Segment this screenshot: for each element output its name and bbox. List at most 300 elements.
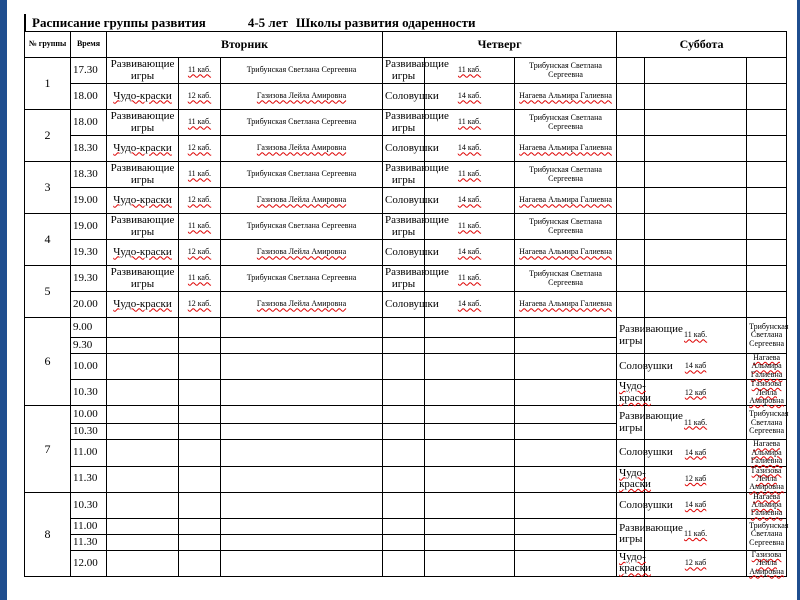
thursday-empty-cell — [383, 534, 425, 550]
tuesday-empty-cell — [107, 338, 179, 354]
tuesday-teacher-text: Газизова Лейла Амировна — [256, 247, 347, 257]
table-row — [25, 550, 787, 576]
thursday-teacher-text: Нагаева Альмира Галиевна — [519, 143, 612, 153]
thursday-empty-cell — [383, 406, 425, 424]
tuesday-empty-cell — [107, 406, 179, 424]
thursday-empty-cell — [515, 492, 617, 518]
table-row — [25, 214, 787, 240]
saturday-subject — [617, 466, 651, 492]
saturday-empty-cell — [617, 214, 645, 240]
group-number: 7 — [25, 406, 71, 492]
thursday-subject — [383, 109, 449, 136]
tuesday-empty-cell — [221, 550, 383, 576]
thursday-room-text: 11 каб. — [457, 221, 482, 231]
time-cell: 10.00 — [71, 354, 107, 380]
saturday-empty-cell — [645, 240, 747, 266]
thursday-subject-text: Соловушки — [385, 297, 439, 310]
tuesday-empty-cell — [221, 518, 383, 534]
tuesday-room-text: 11 каб. — [187, 273, 212, 283]
saturday-subject — [617, 406, 683, 440]
tuesday-subject-text: Чудо-краски — [113, 141, 172, 154]
saturday-subject-text: Соловушки — [619, 498, 673, 511]
group-number: 1 — [25, 58, 71, 110]
thursday-empty-cell — [425, 406, 515, 424]
tuesday-teacher — [221, 136, 383, 162]
saturday-teacher-text: Газизова Лейла Амировна — [749, 549, 784, 576]
thursday-subject — [383, 84, 439, 110]
saturday-room-text: 14 каб — [684, 500, 707, 510]
thursday-subject — [383, 265, 449, 292]
thursday-empty-cell — [515, 406, 617, 424]
thursday-teacher-text: Нагаева Альмира Галиевна — [519, 247, 612, 257]
table-row — [25, 492, 787, 518]
thursday-teacher-text: Трибунская Светлана Сергеевна — [529, 113, 602, 131]
time-cell: 9.30 — [71, 338, 107, 354]
saturday-teacher-text: Газизова Лейла Амировна — [749, 465, 784, 492]
time-cell: 18.30 — [71, 162, 107, 188]
saturday-empty-cell — [645, 214, 747, 240]
table-row — [25, 292, 787, 318]
tuesday-room — [179, 136, 221, 162]
thursday-empty-cell — [425, 466, 515, 492]
tuesday-subject-text: Развивающие игры — [110, 161, 175, 186]
time-cell: 11.30 — [71, 466, 107, 492]
thursday-room-text: 14 каб. — [457, 91, 482, 101]
tuesday-teacher-text: Газизова Лейла Амировна — [256, 91, 347, 101]
tuesday-teacher-text: Трибунская Светлана Сергеевна — [246, 65, 357, 75]
saturday-subject-text: Развивающие игры — [619, 521, 683, 546]
saturday-teacher — [747, 406, 787, 440]
tuesday-teacher — [221, 240, 383, 266]
tuesday-empty-cell — [107, 424, 179, 440]
saturday-empty-cell — [645, 162, 747, 188]
title-part-2: 4-5 лет — [247, 15, 288, 30]
saturday-empty-cell — [645, 58, 747, 84]
thursday-teacher-text: Трибунская Светлана Сергеевна — [529, 269, 602, 287]
tuesday-subject — [107, 110, 179, 136]
thursday-teacher-text: Нагаева Альмира Галиевна — [519, 195, 612, 205]
tuesday-subject-text: Чудо-краски — [113, 89, 172, 102]
saturday-empty-cell — [747, 84, 787, 110]
tuesday-subject-text: Чудо-краски — [113, 245, 172, 258]
schedule-table — [24, 31, 787, 577]
saturday-subject-text: Соловушки — [619, 446, 673, 459]
saturday-empty-cell — [645, 110, 747, 136]
table-row — [25, 136, 787, 162]
thursday-teacher — [515, 162, 617, 188]
saturday-room-text: 14 каб — [684, 447, 707, 457]
tuesday-empty-cell — [221, 440, 383, 466]
tuesday-empty-cell — [107, 380, 179, 406]
saturday-empty-cell — [747, 188, 787, 214]
saturday-teacher — [747, 354, 787, 380]
table-row — [25, 188, 787, 214]
header-time: Время — [71, 32, 107, 58]
time-cell: 19.30 — [71, 240, 107, 266]
thursday-empty-cell — [383, 550, 425, 576]
thursday-empty-cell — [515, 466, 617, 492]
time-cell: 19.30 — [71, 266, 107, 292]
saturday-room — [645, 466, 747, 492]
thursday-empty-cell — [425, 380, 515, 406]
thursday-subject — [383, 240, 439, 266]
thursday-subject-text: Соловушки — [385, 245, 439, 258]
saturday-empty-cell — [747, 136, 787, 162]
tuesday-teacher — [221, 162, 383, 188]
thursday-empty-cell — [383, 518, 425, 534]
saturday-empty-cell — [747, 240, 787, 266]
thursday-empty-cell — [383, 380, 425, 406]
saturday-empty-cell — [617, 162, 645, 188]
saturday-teacher-text: Трибунская Светлана Сергеевна — [749, 520, 789, 547]
tuesday-subject — [107, 58, 179, 84]
tuesday-empty-cell — [179, 380, 221, 406]
saturday-empty-cell — [747, 214, 787, 240]
tuesday-room-text: 12 каб. — [187, 91, 212, 101]
group-number: 4 — [25, 214, 71, 266]
tuesday-empty-cell — [107, 492, 179, 518]
saturday-teacher-text: Нагаева Альмира Галиевна — [750, 491, 783, 518]
thursday-subject-text: Развивающие игры — [385, 161, 449, 186]
tuesday-teacher-text: Газизова Лейла Амировна — [256, 143, 347, 153]
table-row — [25, 110, 787, 136]
tuesday-room — [179, 84, 221, 110]
thursday-room-text: 11 каб. — [457, 169, 482, 179]
saturday-empty-cell — [747, 58, 787, 84]
tuesday-empty-cell — [107, 354, 179, 380]
thursday-subject-text: Соловушки — [385, 193, 439, 206]
tuesday-room — [179, 266, 221, 292]
thursday-empty-cell — [425, 424, 515, 440]
tuesday-empty-cell — [221, 318, 383, 338]
tuesday-empty-cell — [179, 440, 221, 466]
thursday-subject-text: Развивающие игры — [385, 265, 449, 290]
tuesday-room — [179, 110, 221, 136]
thursday-room-text: 14 каб. — [457, 247, 482, 257]
tuesday-subject-text: Чудо-краски — [113, 193, 172, 206]
thursday-subject — [383, 188, 439, 214]
header-row — [25, 32, 787, 58]
tuesday-room — [179, 240, 221, 266]
tuesday-room-text: 11 каб. — [187, 65, 212, 75]
table-row — [25, 240, 787, 266]
tuesday-teacher-text: Трибунская Светлана Сергеевна — [246, 273, 357, 283]
time-cell: 17.30 — [71, 58, 107, 84]
saturday-room-text: 14 каб — [684, 361, 707, 371]
time-cell: 19.00 — [71, 214, 107, 240]
saturday-room — [645, 550, 747, 576]
tuesday-empty-cell — [221, 466, 383, 492]
tuesday-empty-cell — [179, 406, 221, 424]
tuesday-empty-cell — [179, 424, 221, 440]
thursday-empty-cell — [515, 338, 617, 354]
tuesday-subject — [107, 162, 179, 188]
time-cell: 11.30 — [71, 534, 107, 550]
time-cell: 10.30 — [71, 492, 107, 518]
thursday-empty-cell — [515, 518, 617, 534]
table-row — [25, 354, 787, 380]
tuesday-subject-text: Развивающие игры — [110, 213, 175, 238]
time-cell: 18.30 — [71, 136, 107, 162]
thursday-empty-cell — [425, 318, 515, 338]
tuesday-room — [179, 292, 221, 318]
saturday-empty-cell — [617, 240, 645, 266]
thursday-room-text: 11 каб. — [457, 117, 482, 127]
header-thursday: Четверг — [383, 32, 617, 58]
tuesday-room — [179, 214, 221, 240]
saturday-subject-text: Соловушки — [619, 359, 673, 372]
tuesday-subject — [107, 188, 179, 214]
saturday-empty-cell — [617, 110, 645, 136]
tuesday-empty-cell — [221, 492, 383, 518]
tuesday-teacher — [221, 110, 383, 136]
table-row — [25, 518, 787, 534]
table-row — [25, 380, 787, 406]
saturday-subject-text: Развивающие игры — [619, 322, 683, 347]
tuesday-empty-cell — [221, 380, 383, 406]
saturday-empty-cell — [617, 188, 645, 214]
thursday-teacher-text: Трибунская Светлана Сергеевна — [529, 217, 602, 235]
title-part-3: Школы развития одаренности — [295, 15, 476, 30]
thursday-teacher-text: Нагаева Альмира Галиевна — [519, 91, 612, 101]
saturday-teacher-text: Газизова Лейла Амировна — [749, 379, 784, 405]
thursday-teacher — [515, 188, 617, 214]
saturday-subject-text: Развивающие игры — [619, 410, 683, 434]
saturday-subject — [617, 318, 683, 354]
saturday-subject-text: Чудо-краски — [619, 550, 651, 575]
tuesday-room-text: 12 каб. — [187, 143, 212, 153]
time-cell: 18.00 — [71, 84, 107, 110]
saturday-subject — [617, 492, 673, 518]
saturday-teacher — [747, 550, 787, 576]
tuesday-room — [179, 162, 221, 188]
tuesday-teacher-text: Газизова Лейла Амировна — [256, 195, 347, 205]
thursday-teacher — [515, 136, 617, 162]
saturday-empty-cell — [747, 162, 787, 188]
tuesday-teacher — [221, 58, 383, 84]
saturday-teacher — [747, 380, 787, 406]
tuesday-empty-cell — [221, 406, 383, 424]
thursday-teacher — [515, 110, 617, 136]
saturday-empty-cell — [645, 136, 747, 162]
saturday-empty-cell — [645, 188, 747, 214]
saturday-subject — [617, 354, 673, 380]
tuesday-empty-cell — [107, 440, 179, 466]
thursday-empty-cell — [515, 380, 617, 406]
tuesday-empty-cell — [107, 518, 179, 534]
thursday-empty-cell — [425, 354, 515, 380]
tuesday-teacher — [221, 188, 383, 214]
saturday-teacher — [747, 466, 787, 492]
tuesday-room — [179, 188, 221, 214]
group-number: 5 — [25, 266, 71, 318]
saturday-teacher — [747, 518, 787, 550]
saturday-room-text: 12 каб — [684, 473, 707, 483]
tuesday-empty-cell — [179, 492, 221, 518]
thursday-teacher — [515, 266, 617, 292]
thursday-teacher-text: Трибунская Светлана Сергеевна — [529, 165, 602, 183]
tuesday-teacher — [221, 84, 383, 110]
tuesday-empty-cell — [179, 534, 221, 550]
tuesday-subject — [107, 292, 179, 318]
thursday-room-text: 11 каб. — [457, 65, 482, 75]
thursday-empty-cell — [383, 424, 425, 440]
tuesday-teacher-text: Трибунская Светлана Сергеевна — [246, 117, 357, 127]
saturday-teacher — [747, 492, 787, 518]
table-row — [25, 318, 787, 338]
saturday-empty-cell — [747, 110, 787, 136]
saturday-teacher-text: Нагаева Альмира Галиевна — [750, 439, 783, 466]
saturday-teacher-text: Трибунская Светлана Сергеевна — [749, 321, 789, 348]
group-number: 6 — [25, 318, 71, 406]
thursday-teacher — [515, 58, 617, 84]
thursday-empty-cell — [383, 466, 425, 492]
time-cell: 10.30 — [71, 380, 107, 406]
tuesday-empty-cell — [179, 354, 221, 380]
header-saturday: Суббота — [617, 32, 787, 58]
tuesday-empty-cell — [107, 534, 179, 550]
thursday-teacher — [515, 214, 617, 240]
tuesday-subject-text: Развивающие игры — [110, 265, 175, 290]
thursday-teacher-text: Трибунская Светлана Сергеевна — [529, 61, 602, 79]
tuesday-empty-cell — [107, 318, 179, 338]
thursday-subject — [383, 136, 439, 162]
tuesday-empty-cell — [221, 534, 383, 550]
thursday-empty-cell — [515, 354, 617, 380]
time-cell: 11.00 — [71, 518, 107, 534]
thursday-room-text: 14 каб. — [457, 299, 482, 309]
tuesday-empty-cell — [221, 424, 383, 440]
tuesday-empty-cell — [179, 318, 221, 338]
tuesday-teacher — [221, 266, 383, 292]
time-cell: 20.00 — [71, 292, 107, 318]
thursday-teacher — [515, 84, 617, 110]
table-row — [25, 162, 787, 188]
header-group: № группы — [25, 32, 71, 58]
tuesday-empty-cell — [179, 466, 221, 492]
thursday-room-text: 14 каб. — [457, 195, 482, 205]
document-page — [24, 14, 789, 577]
thursday-subject — [383, 57, 449, 84]
time-cell: 11.00 — [71, 440, 107, 466]
tuesday-subject-text: Чудо-краски — [113, 297, 172, 310]
table-row — [25, 406, 787, 424]
thursday-empty-cell — [515, 440, 617, 466]
saturday-subject — [617, 380, 651, 406]
thursday-subject-text: Соловушки — [385, 141, 439, 154]
thursday-subject-text: Развивающие игры — [385, 109, 449, 134]
table-row — [25, 266, 787, 292]
group-number: 8 — [25, 492, 71, 576]
tuesday-room — [179, 58, 221, 84]
title-part-1: Расписание группы развития — [32, 15, 206, 30]
tuesday-subject — [107, 240, 179, 266]
thursday-subject — [383, 213, 449, 240]
tuesday-room-text: 12 каб. — [187, 299, 212, 309]
saturday-subject — [617, 550, 651, 576]
header-tuesday: Вторник — [107, 32, 383, 58]
thursday-subject-text: Соловушки — [385, 89, 439, 102]
thursday-empty-cell — [425, 534, 515, 550]
tuesday-teacher-text: Трибунская Светлана Сергеевна — [246, 221, 357, 231]
table-row — [25, 84, 787, 110]
thursday-empty-cell — [425, 518, 515, 534]
thursday-room-text: 14 каб. — [457, 143, 482, 153]
time-cell: 10.00 — [71, 406, 107, 424]
saturday-empty-cell — [645, 266, 747, 292]
time-cell: 18.00 — [71, 110, 107, 136]
tuesday-subject — [107, 266, 179, 292]
saturday-empty-cell — [617, 266, 645, 292]
time-cell: 9.00 — [71, 318, 107, 338]
page-title — [24, 14, 786, 31]
thursday-teacher-text: Нагаева Альмира Галиевна — [519, 299, 612, 309]
tuesday-empty-cell — [221, 338, 383, 354]
tuesday-teacher-text: Трибунская Светлана Сергеевна — [246, 169, 357, 179]
thursday-empty-cell — [515, 424, 617, 440]
saturday-room-text: 11 каб. — [684, 417, 708, 427]
time-cell: 19.00 — [71, 188, 107, 214]
table-row — [25, 466, 787, 492]
tuesday-subject — [107, 84, 179, 110]
tuesday-teacher — [221, 292, 383, 318]
thursday-teacher — [515, 240, 617, 266]
saturday-subject — [617, 440, 673, 466]
tuesday-teacher — [221, 214, 383, 240]
left-accent-bar — [0, 0, 7, 600]
thursday-subject — [383, 161, 449, 188]
thursday-empty-cell — [515, 318, 617, 338]
saturday-room — [645, 380, 747, 406]
group-number: 3 — [25, 162, 71, 214]
table-row — [25, 440, 787, 466]
thursday-subject — [383, 292, 439, 318]
time-cell: 10.30 — [71, 424, 107, 440]
saturday-empty-cell — [617, 58, 645, 84]
saturday-empty-cell — [747, 266, 787, 292]
saturday-teacher-text: Нагаева Альмира Галиевна — [750, 353, 783, 379]
saturday-empty-cell — [645, 84, 747, 110]
thursday-empty-cell — [425, 492, 515, 518]
group-number: 2 — [25, 110, 71, 162]
time-cell: 12.00 — [71, 550, 107, 576]
saturday-room-text: 11 каб. — [684, 529, 708, 539]
tuesday-subject — [107, 136, 179, 162]
saturday-subject-text: Чудо-краски — [619, 466, 651, 491]
thursday-teacher — [515, 292, 617, 318]
thursday-empty-cell — [425, 440, 515, 466]
saturday-room-text: 11 каб. — [684, 330, 708, 340]
saturday-empty-cell — [645, 292, 747, 318]
saturday-room-text: 12 каб — [684, 558, 707, 568]
tuesday-empty-cell — [107, 466, 179, 492]
saturday-subject-text: Чудо-краски — [619, 380, 651, 404]
tuesday-subject-text: Развивающие игры — [110, 57, 175, 82]
thursday-empty-cell — [515, 534, 617, 550]
tuesday-subject — [107, 214, 179, 240]
tuesday-empty-cell — [179, 518, 221, 534]
saturday-teacher — [747, 440, 787, 466]
thursday-room-text: 11 каб. — [457, 273, 482, 283]
table-row — [25, 58, 787, 84]
tuesday-room-text: 12 каб. — [187, 195, 212, 205]
tuesday-teacher-text: Газизова Лейла Амировна — [256, 299, 347, 309]
saturday-empty-cell — [617, 84, 645, 110]
thursday-empty-cell — [425, 338, 515, 354]
thursday-empty-cell — [425, 550, 515, 576]
saturday-teacher — [747, 318, 787, 354]
thursday-empty-cell — [383, 318, 425, 338]
